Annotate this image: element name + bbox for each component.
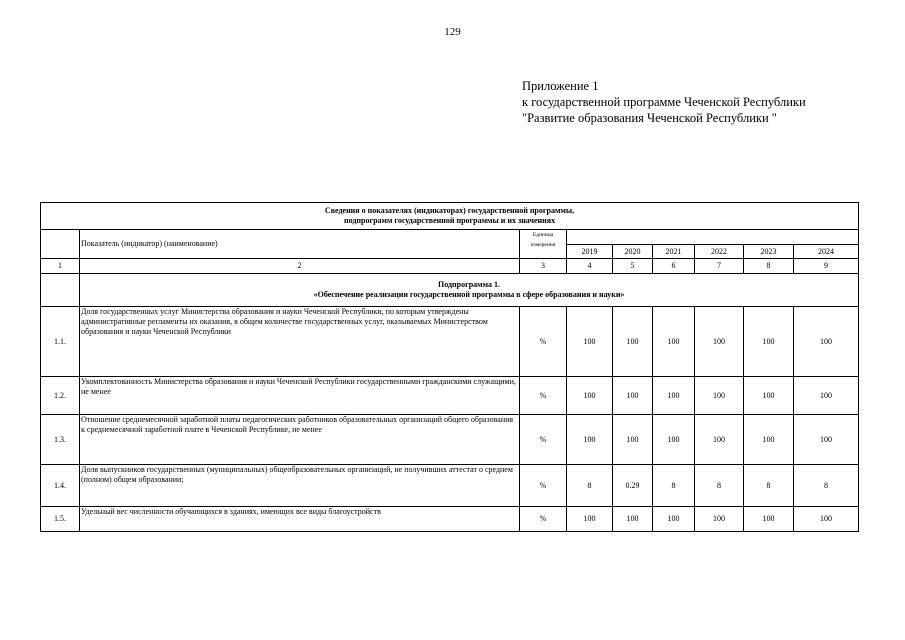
indicator-name: Отношение среднемесячной заработной платы педагогических работников образовательных организаций общего образования к среднемесячной заработной плате в Чеченской Республике, не менее [80,415,520,465]
appendix-line-1: Приложение 1 [522,79,599,93]
value-2021: 8 [653,465,695,507]
value-2021: 100 [653,307,695,377]
header-year-2020: 2020 [613,245,653,259]
value-2022: 100 [695,415,744,465]
header-row-1 [41,230,859,245]
value-2023: 100 [744,307,794,377]
value-2023: 100 [744,415,794,465]
value-2024: 100 [794,307,859,377]
col-number-1: 1 [41,259,80,274]
value-2019: 8 [567,465,613,507]
subprogram-row [41,274,859,307]
col-number-6: 6 [653,259,695,274]
value-2020: 0.29 [613,465,653,507]
table-title [41,203,859,230]
unit-cell: % [520,507,567,532]
value-2024: 8 [794,465,859,507]
value-2020: 100 [613,307,653,377]
col-number-7: 7 [695,259,744,274]
header-empty-cell [41,230,80,259]
table-row [41,377,859,415]
subprogram-title [80,274,859,307]
header-year-2023: 2023 [744,245,794,259]
table-row [41,507,859,532]
column-numbers-row [41,259,859,274]
table-title-line-1: Сведения о показателях (индикаторах) государственной программы, [324,206,575,215]
value-2019: 100 [567,377,613,415]
value-2019: 100 [567,415,613,465]
value-2022: 100 [695,377,744,415]
value-2024: 100 [794,377,859,415]
value-2023: 100 [744,377,794,415]
row-number: 1.1. [41,307,80,377]
table-row [41,307,859,377]
table-title-row [41,203,859,230]
value-2023: 100 [744,507,794,532]
table-row [41,415,859,465]
indicators-table [40,202,859,532]
indicator-name: Укомплектованность Министерства образования и науки Чеченской Республики государственными гражданскими служащими, не менее [80,377,520,415]
page-number: 129 [444,26,461,38]
unit-cell: % [520,377,567,415]
value-2024: 100 [794,507,859,532]
value-2020: 100 [613,415,653,465]
header-unit: Единица измерения [520,230,567,259]
value-2022: 100 [695,507,744,532]
header-year-2021: 2021 [653,245,695,259]
indicator-name: Доля выпускников государственных (муниципальных) общеобразовательных организаций, не получивших аттестат о среднем (полном) общем образовании; [80,465,520,507]
table-row [41,465,859,507]
appendix-line-2: к государственной программе Чеченской Республики [522,95,806,109]
value-2021: 100 [653,377,695,415]
value-2021: 100 [653,507,695,532]
col-number-9: 9 [794,259,859,274]
indicator-name: Удельный вес численности обучающихся в зданиях, имеющих все виды благоустройств [80,507,520,532]
header-year-2022: 2022 [695,245,744,259]
appendix-line-3: "Развитие образования Чеченской Республики " [522,111,777,125]
subprogram-title-line-1: Подпрограмма 1. [438,280,501,289]
value-2023: 8 [744,465,794,507]
col-number-3: 3 [520,259,567,274]
value-2019: 100 [567,307,613,377]
subprogram-title-line-2: «Обеспечение реализации государственной программы в сфере образования и науки» [313,290,625,299]
header-years-spacer [567,230,859,245]
unit-cell: % [520,307,567,377]
indicator-name: Доля государственных услуг Министерства образования и науки Чеченской Республики, по которым утверждены административные регламенты их оказания, в общем количестве государственных услуг, оказываемых Министерством образования и науки Чеченской Республики [80,307,520,377]
row-number: 1.4. [41,465,80,507]
appendix-heading [522,78,806,126]
subprogram-empty-cell [41,274,80,307]
row-number: 1.5. [41,507,80,532]
value-2020: 100 [613,377,653,415]
value-2022: 8 [695,465,744,507]
unit-cell: % [520,465,567,507]
col-number-2: 2 [80,259,520,274]
col-number-8: 8 [744,259,794,274]
header-indicator: Показатель (индикатор) (наименование) [80,230,520,259]
table-title-line-2: подпрограмм государственной программы и их значениях [343,216,556,225]
col-number-5: 5 [613,259,653,274]
header-year-2019: 2019 [567,245,613,259]
row-number: 1.3. [41,415,80,465]
value-2021: 100 [653,415,695,465]
col-number-4: 4 [567,259,613,274]
row-number: 1.2. [41,377,80,415]
value-2024: 100 [794,415,859,465]
unit-cell: % [520,415,567,465]
value-2022: 100 [695,307,744,377]
value-2019: 100 [567,507,613,532]
value-2020: 100 [613,507,653,532]
header-year-2024: 2024 [794,245,859,259]
